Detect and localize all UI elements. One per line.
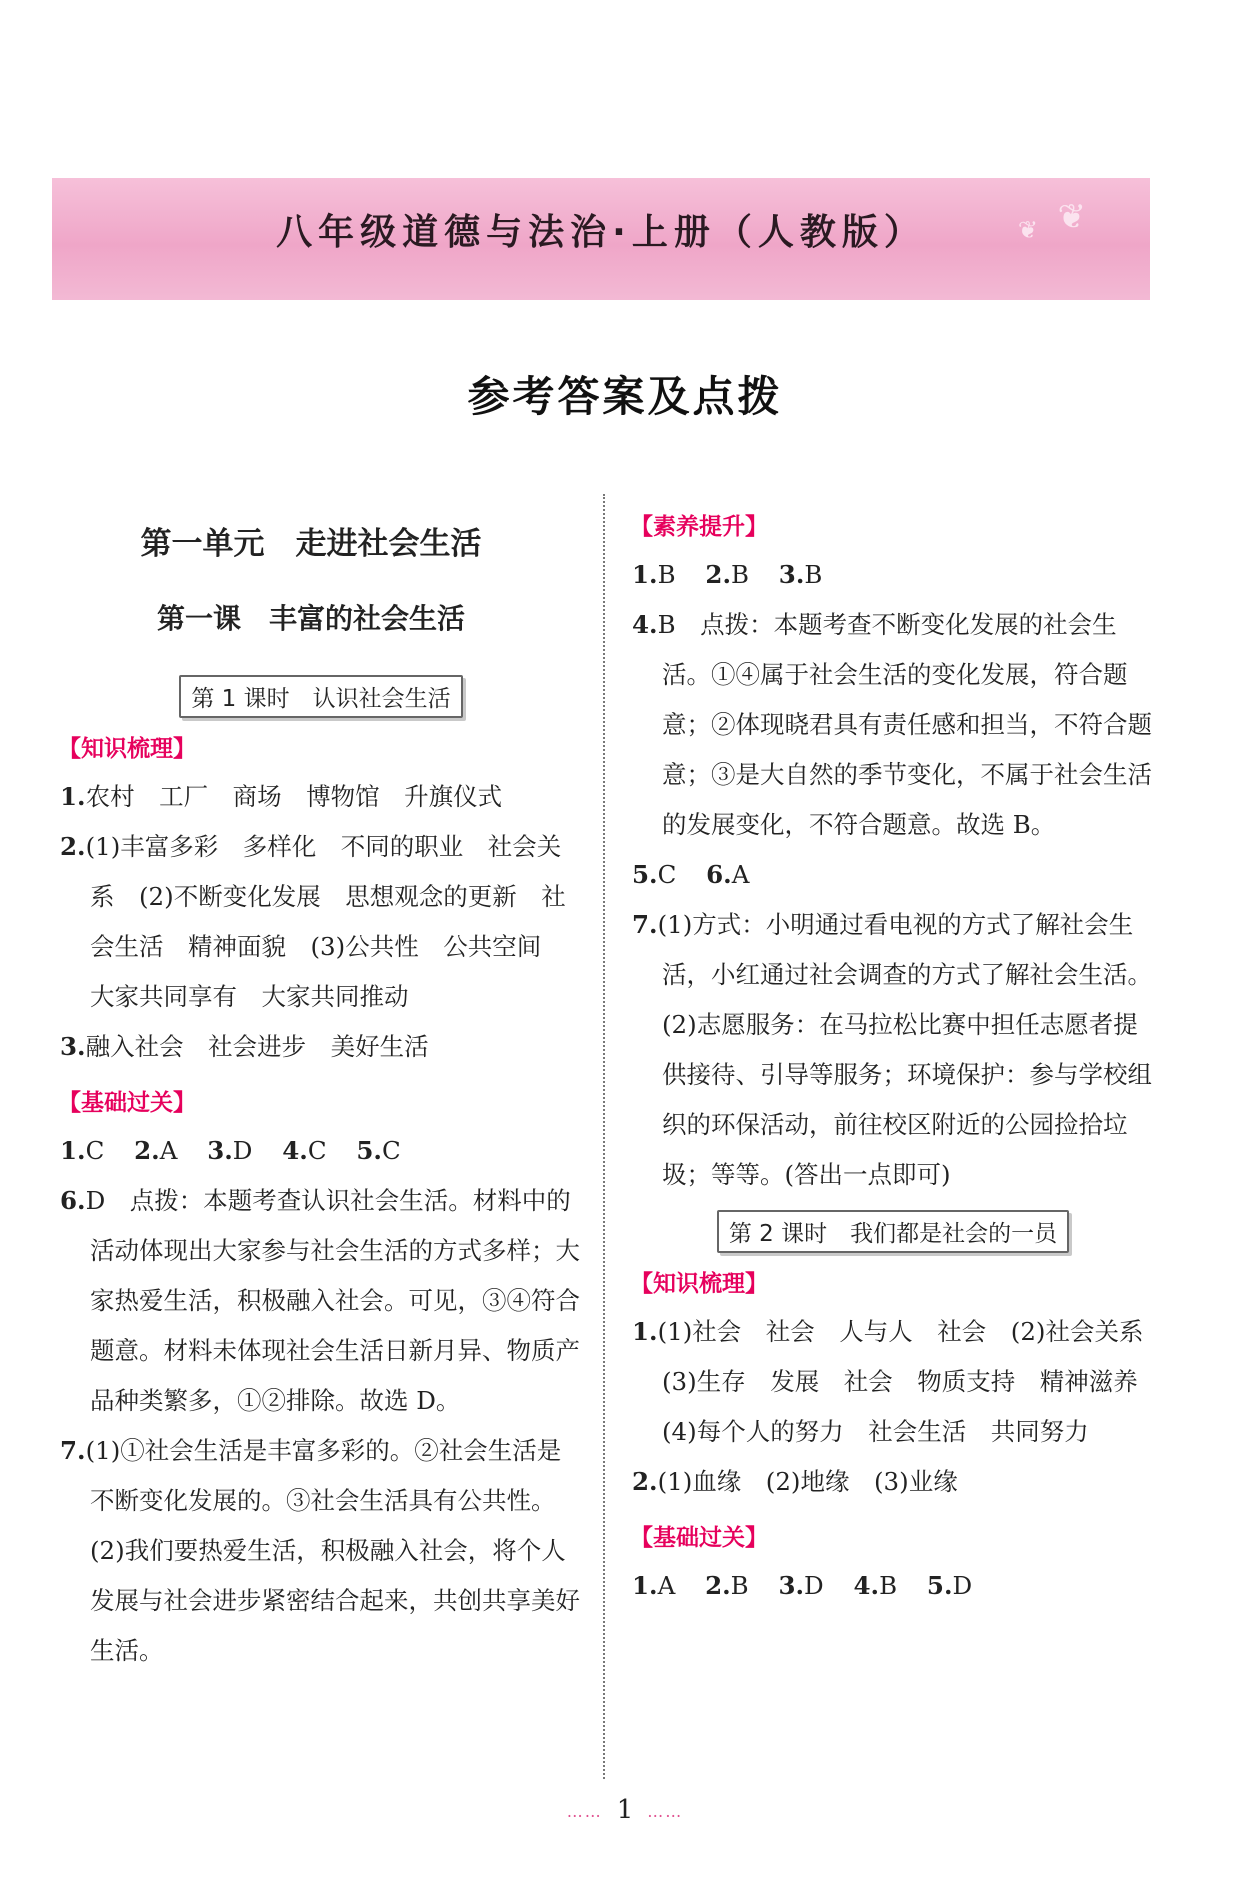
answer-item: 3.融入社会 社会进步 美好生活 — [60, 1032, 429, 1061]
period-title: 第 1 课时 认识社会生活 — [179, 675, 462, 718]
period-title: 第 2 课时 我们都是社会的一员 — [717, 1210, 1069, 1253]
page-dots: …… — [566, 1801, 603, 1821]
section-tag: 【知识梳理】 — [630, 1271, 768, 1297]
section-tag: 【基础过关】 — [630, 1525, 768, 1551]
book-title: 八年级道德与法治·上册（人教版） — [276, 212, 926, 253]
answer-item: 4.B 点拨：本题考查不断变化发展的社会生活。①④属于社会生活的变化发展，符合题意；②体现晓君具有责任感和担当，不符合题意；③是大自然的季节变化，不属于社会生活的发展变化，不符合题意。故选 B。 — [632, 610, 1152, 839]
butterfly-icon: ❦ — [1017, 216, 1038, 244]
answer-item: 6.D 点拨：本题考查认识社会生活。材料中的活动体现出大家参与社会生活的方式多样；大家热爱生活，积极融入社会。可见，③④符合题意。材料未体现社会生活日新月异、物质产品种类繁多，①②排除。故选 D。 — [60, 1186, 580, 1415]
page-number-value: 1 — [616, 1795, 634, 1825]
answer-line: 1.A 2.B 3.D 4.B 5.D — [632, 1571, 973, 1600]
answer-item: 7.(1)①社会生活是丰富多彩的。②社会生活是不断变化发展的。③社会生活具有公共性。 (2)我们要热爱生活，积极融入社会，将个人发展与社会进步紧密结合起来，共创共享美好生活。 — [60, 1436, 580, 1665]
answer-line: 1.B 2.B 3.B — [632, 560, 823, 589]
answer-item: 2.(1)血缘 (2)地缘 (3)业缘 — [632, 1467, 958, 1496]
right-column — [630, 510, 1168, 1611]
section-tag: 【素养提升】 — [630, 514, 768, 540]
answer-item: 2.(1)丰富多彩 多样化 不同的职业 社会关系 (2)不断变化发展 思想观念的更新 社会生活 精神面貌 (3)公共性 公共空间 大家共同享有 大家共同推动 — [60, 832, 566, 1011]
left-column — [60, 510, 582, 1676]
page-number — [0, 1795, 1250, 1825]
answer-line: 1.C 2.A 3.D 4.C 5.C — [60, 1136, 401, 1165]
page-title: 参考答案及点拨 — [467, 372, 783, 421]
lesson-title: 第一课 丰富的社会生活 — [156, 602, 465, 635]
answer-line: 5.C 6.A — [632, 860, 750, 889]
column-divider — [603, 494, 605, 1779]
section-tag: 【基础过关】 — [58, 1090, 196, 1116]
unit-title: 第一单元 走进社会生活 — [140, 526, 482, 562]
header-banner — [52, 178, 1150, 300]
answer-item: 7.(1)方式：小明通过看电视的方式了解社会生活，小红通过社会调查的方式了解社会生活。 (2)志愿服务：在马拉松比赛中担任志愿者提供接待、引导等服务；环境保护：参与学校组织的环保活动，前往校区附近的公园捡拾垃圾；等等。(答出一点即可) — [632, 910, 1165, 1189]
page-dots: …… — [647, 1801, 684, 1821]
butterfly-icon: ❦ — [1057, 197, 1086, 237]
answer-item: 1.农村 工厂 商场 博物馆 升旗仪式 — [60, 782, 503, 811]
section-tag: 【知识梳理】 — [58, 736, 196, 762]
answer-item: 1.(1)社会 社会 人与人 社会 (2)社会关系 (3)生存 发展 社会 物质支持 精神滋养 (4)每个人的努力 社会生活 共同努力 — [632, 1317, 1168, 1446]
